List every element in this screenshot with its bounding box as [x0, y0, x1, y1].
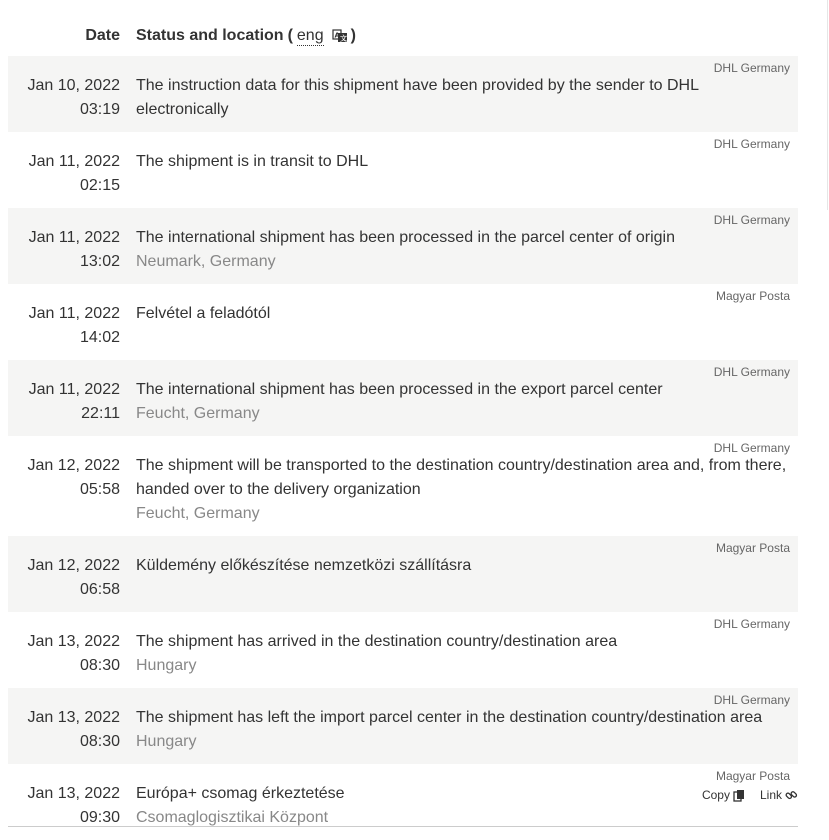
event-time: 02:15 — [79, 177, 120, 194]
event-date: Jan 11, 2022 — [28, 153, 120, 170]
event-time: 22:11 — [81, 405, 120, 422]
divider — [8, 826, 798, 827]
event-date: Jan 12, 2022 — [27, 457, 120, 474]
event-time: 13:02 — [79, 253, 120, 270]
event-row — [8, 208, 798, 284]
event-location: Hungary — [136, 657, 197, 674]
event-date: Jan 13, 2022 — [27, 709, 120, 726]
translate-icon[interactable] — [332, 28, 348, 44]
event-row — [8, 764, 798, 840]
event-location: Feucht, Germany — [136, 505, 260, 522]
event-datetime — [8, 302, 120, 350]
table-header — [8, 16, 798, 56]
event-status: The instruction data for this shipment have been provided by the sender to DHL electronically — [136, 77, 699, 118]
link-button[interactable] — [760, 788, 798, 802]
language-toggle[interactable]: eng — [296, 26, 324, 44]
link-icon — [785, 789, 798, 802]
event-description — [136, 302, 798, 350]
event-carrier: DHL Germany — [713, 61, 790, 75]
event-row — [8, 284, 798, 360]
event-date: Jan 11, 2022 — [28, 305, 120, 322]
event-date: Jan 13, 2022 — [27, 633, 120, 650]
event-carrier: DHL Germany — [713, 365, 790, 379]
event-description — [136, 150, 798, 198]
event-datetime — [8, 706, 120, 754]
event-description — [136, 630, 798, 678]
event-carrier: Magyar Posta — [715, 289, 790, 303]
event-location: Feucht, Germany — [136, 405, 260, 422]
status-header-label: Status and location — [136, 27, 284, 44]
event-status: The international shipment has been processed in the parcel center of origin — [136, 229, 675, 246]
event-list — [8, 56, 798, 840]
event-description — [136, 74, 798, 122]
event-datetime — [8, 454, 120, 526]
copy-label: Copy — [701, 788, 730, 802]
event-time: 06:58 — [79, 581, 120, 598]
event-description — [136, 226, 798, 274]
event-time: 05:58 — [79, 481, 120, 498]
close-paren: ) — [350, 27, 356, 44]
event-description — [136, 706, 798, 754]
event-carrier: DHL Germany — [713, 693, 790, 707]
open-paren: ( — [287, 27, 293, 44]
date-column-header: Date — [85, 27, 120, 44]
link-label: Link — [759, 788, 782, 802]
event-row — [8, 56, 798, 132]
event-datetime — [8, 150, 120, 198]
event-location: Csomaglogisztikai Központ — [136, 809, 329, 826]
event-status: The international shipment has been processed in the export parcel center — [136, 381, 663, 398]
event-date: Jan 11, 2022 — [28, 381, 120, 398]
event-carrier: DHL Germany — [713, 213, 790, 227]
event-datetime — [8, 554, 120, 602]
event-time: 14:02 — [79, 329, 120, 346]
event-location: Neumark, Germany — [136, 253, 276, 270]
event-status: The shipment has arrived in the destination country/destination area — [136, 633, 618, 650]
tracking-history — [8, 16, 798, 840]
event-datetime — [8, 226, 120, 274]
event-datetime — [8, 378, 120, 426]
event-status: Európa+ csomag érkeztetése — [136, 785, 345, 802]
event-description — [136, 554, 798, 602]
footer-actions — [702, 788, 798, 802]
event-time: 08:30 — [79, 733, 120, 750]
event-carrier: DHL Germany — [713, 441, 790, 455]
event-status: The shipment has left the import parcel center in the destination country/destination area — [136, 709, 763, 726]
svg-text:A: A — [334, 31, 340, 40]
event-row — [8, 536, 798, 612]
event-time: 03:19 — [79, 101, 120, 118]
event-row — [8, 612, 798, 688]
event-status: The shipment will be transported to the destination country/destination area and, from there, handed over to the delivery organization — [136, 457, 787, 498]
event-datetime — [8, 630, 120, 678]
event-location: Hungary — [136, 733, 197, 750]
event-carrier: DHL Germany — [713, 137, 790, 151]
svg-text:文: 文 — [339, 34, 347, 43]
event-row — [8, 360, 798, 436]
event-description — [136, 378, 798, 426]
copy-button[interactable] — [702, 788, 746, 802]
event-carrier: Magyar Posta — [715, 769, 790, 783]
event-datetime — [8, 782, 120, 830]
event-date: Jan 13, 2022 — [27, 785, 120, 802]
event-row — [8, 132, 798, 208]
event-time: 09:30 — [79, 809, 120, 826]
event-datetime — [8, 74, 120, 122]
event-date: Jan 11, 2022 — [28, 229, 120, 246]
status-column-header — [136, 27, 356, 46]
event-status: The shipment is in transit to DHL — [136, 153, 369, 170]
event-time: 08:30 — [79, 657, 120, 674]
event-description — [136, 454, 798, 526]
event-row — [8, 688, 798, 764]
event-status: Felvétel a feladótól — [136, 305, 271, 322]
event-carrier: DHL Germany — [713, 617, 790, 631]
scroll-edge — [827, 0, 828, 210]
copy-icon — [733, 789, 746, 802]
event-carrier: Magyar Posta — [715, 541, 790, 555]
event-row — [8, 436, 798, 536]
event-date: Jan 10, 2022 — [27, 77, 120, 94]
event-date: Jan 12, 2022 — [27, 557, 120, 574]
event-description — [136, 782, 798, 830]
event-status: Küldemény előkészítése nemzetközi szállításra — [136, 557, 472, 574]
